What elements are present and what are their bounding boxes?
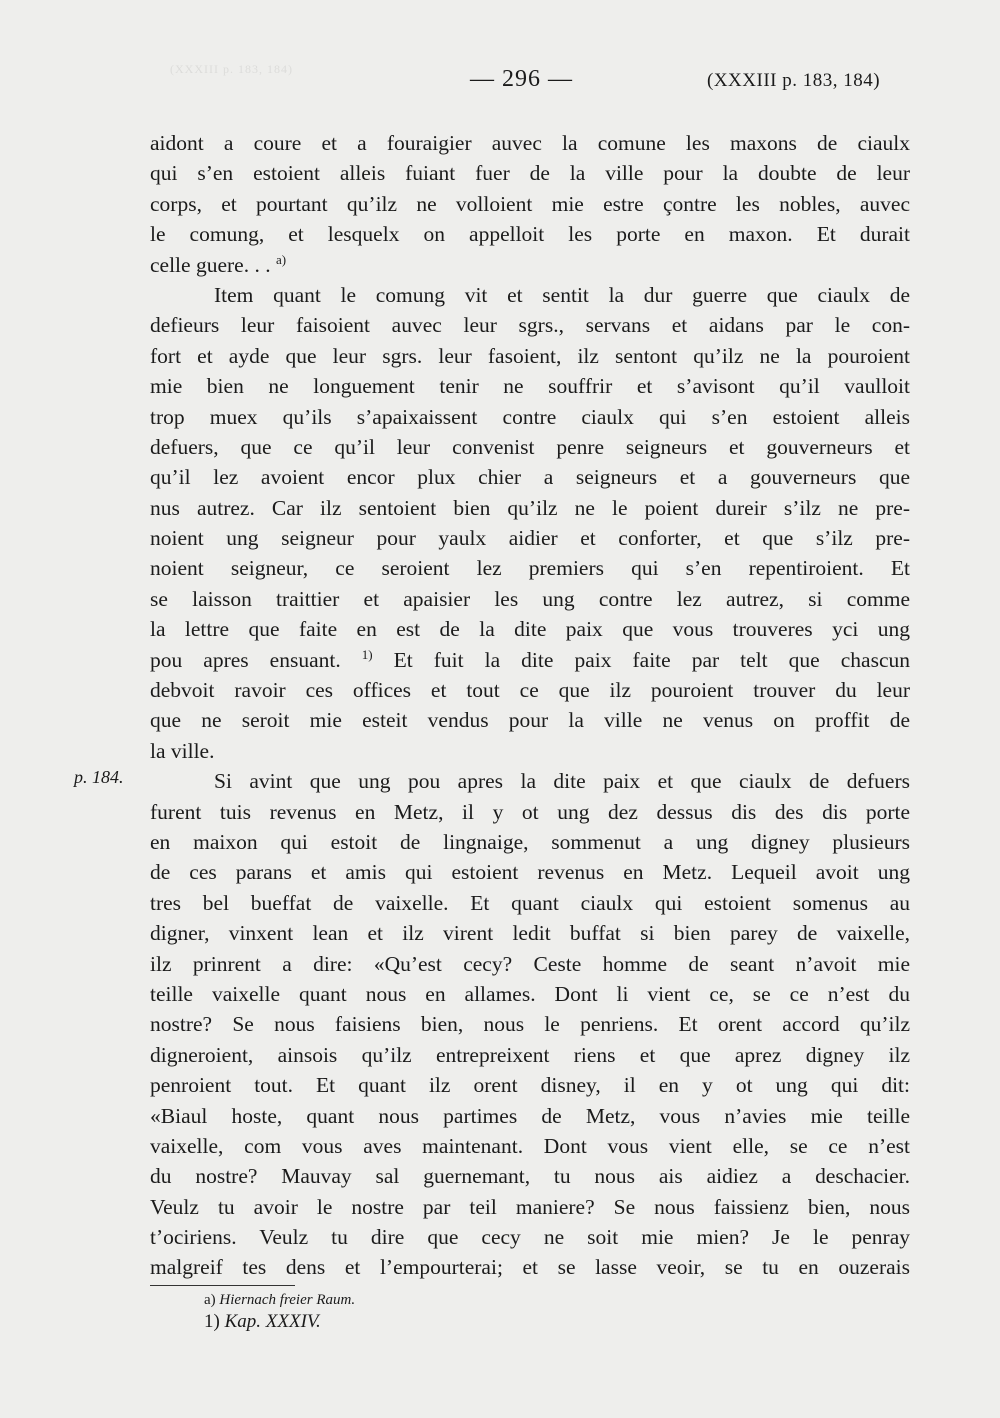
chapter-reference: (XXXIII p. 183, 184) bbox=[707, 70, 881, 91]
text-line-content: furent tuis revenus en Metz, il y ot ung dez dessus dis des dis porte bbox=[150, 799, 910, 824]
bleed-through-text: (XXXIII p. 183, 184) bbox=[170, 62, 293, 76]
text-line-content: du nostre? Mauvay sal guernemant, tu nous ais aidiez a deschacier. bbox=[150, 1164, 910, 1189]
text-line bbox=[150, 280, 910, 310]
footnote-1 bbox=[204, 1311, 321, 1333]
text-line bbox=[150, 584, 910, 614]
text-line-content: le comung, et lesquelx on appelloit les porte en maxon. Et durait bbox=[150, 222, 910, 247]
text-line-content: vaixelle, com vous aves maintenant. Dont vous vient elle, se ce n’est bbox=[150, 1133, 910, 1158]
text-line-content: en maixon qui estoit de lingnaige, sommenut a ung digney plusieurs bbox=[150, 829, 910, 854]
text-line-content: Veulz tu avoir le nostre par teil maniere? Se nous faissienz bien, nous bbox=[150, 1194, 910, 1219]
text-line bbox=[150, 979, 910, 1009]
text-line bbox=[150, 250, 910, 280]
text-line bbox=[150, 1040, 910, 1070]
text-line bbox=[150, 705, 910, 735]
text-line bbox=[150, 766, 910, 796]
text-line bbox=[150, 1192, 910, 1222]
text-line-content: defieurs leur faisoient auvec leur sgrs., servans et aidans par le con- bbox=[150, 313, 910, 338]
text-line bbox=[150, 736, 910, 766]
text-line-content: la ville. bbox=[150, 738, 215, 763]
margin-page-reference: p. 184. bbox=[74, 767, 124, 787]
text-line-content: «Biaul hoste, quant nous partimes de Metz, vous n’avies mie teille bbox=[150, 1103, 910, 1128]
text-line-content: malgreif tes dens et l’empourterai; et se lasse veoir, se tu en ouzerais bbox=[150, 1255, 910, 1280]
text-line bbox=[150, 1101, 910, 1131]
text-line bbox=[150, 827, 910, 857]
text-line-content: digneroient, ainsois qu’ilz entrepreixent riens et que aprez digney ilz bbox=[150, 1042, 910, 1067]
text-line bbox=[150, 949, 910, 979]
text-line bbox=[150, 1222, 910, 1252]
page-number: — 296 — bbox=[470, 66, 573, 92]
text-line bbox=[150, 523, 910, 553]
text-line bbox=[150, 645, 910, 675]
text-line bbox=[150, 371, 910, 401]
footnote-reference: 1) bbox=[361, 646, 373, 662]
text-line bbox=[150, 432, 910, 462]
page-header bbox=[0, 66, 1000, 96]
text-line-content: qu’il lez avoient encor plux chier a seigneurs et a gouverneurs que bbox=[150, 465, 910, 490]
text-line-content: debvoit ravoir ces offices et tout ce que ilz pouroient trouver du leur bbox=[150, 678, 910, 703]
text-line-content: se laisson traittier et apaisier les ung contre lez autrez, si comme bbox=[150, 586, 910, 611]
footnote-reference: a) bbox=[275, 251, 287, 267]
text-line bbox=[150, 341, 910, 371]
body-text bbox=[150, 128, 910, 1283]
footnote-text: Kap. XXXIV. bbox=[224, 1311, 321, 1332]
text-line-content: noient seigneur, ce seroient lez premiers qui s’en repentiroient. Et bbox=[150, 556, 910, 581]
text-line bbox=[150, 675, 910, 705]
text-line-content: penroient tout. Et quant ilz orent disney, il en y ot ung qui dit: bbox=[150, 1073, 910, 1098]
text-line-content: aidont a coure et a fouraigier auvec la comune les maxons de ciaulx bbox=[150, 131, 910, 155]
footnote-a bbox=[204, 1292, 355, 1309]
text-line-content: mie bien ne longuement tenir ne souffrir et s’avisont qu’il vaulloit bbox=[150, 374, 910, 399]
text-line bbox=[150, 158, 910, 188]
text-line bbox=[150, 310, 910, 340]
text-line-content: digner, vinxent lean et ilz virent ledit buffat si bien parey de vaixelle, bbox=[150, 921, 910, 946]
text-line bbox=[150, 857, 910, 887]
text-line bbox=[150, 493, 910, 523]
text-line-content: corps, et pourtant qu’ilz ne volloient mie estre çontre les nobles, auvec bbox=[150, 191, 910, 216]
text-line-content: pou apres ensuant. bbox=[150, 647, 362, 672]
footnote-rule bbox=[150, 1285, 295, 1286]
text-line-content: Item quant le comung vit et sentit la dur guerre que ciaulx de bbox=[214, 282, 910, 307]
text-line-content: defuers, que ce qu’il leur convenist penre seigneurs et gouverneurs et bbox=[150, 434, 910, 459]
text-line bbox=[150, 1161, 910, 1191]
text-line bbox=[150, 553, 910, 583]
footnote-mark: 1) bbox=[204, 1311, 220, 1332]
text-line-content: que ne seroit mie esteit vendus pour la ville ne venus on proffit de bbox=[150, 708, 910, 733]
text-line-content: fort et ayde que leur sgrs. leur fasoient, ilz sentont qu’ilz ne la pouroient bbox=[150, 343, 910, 368]
text-line-content: qui s’en estoient alleis fuiant fuer de la ville pour la doubte de leur bbox=[150, 161, 910, 186]
text-line-content: trop muex qu’ils s’apaixaissent contre ciaulx qui s’en estoient alleis bbox=[150, 404, 910, 429]
text-line-content: de ces parans et amis qui estoient revenus en Metz. Lequeil avoit ung bbox=[150, 860, 910, 885]
text-line-content: nostre? Se nous faisiens bien, nous le penriens. Et orent accord qu’ilz bbox=[150, 1012, 910, 1037]
text-line bbox=[150, 1131, 910, 1161]
text-line-content: tres bel bueffat de vaixelle. Et quant ciaulx qui estoient somenus au bbox=[150, 890, 910, 915]
text-line-content: Si avint que ung pou apres la dite paix et que ciaulx de defuers bbox=[214, 769, 910, 794]
text-line-content: celle guere. . . bbox=[150, 252, 276, 277]
text-line bbox=[150, 918, 910, 948]
text-line-content: nus autrez. Car ilz sentoient bien qu’ilz ne le poient dureir s’ilz ne pre- bbox=[150, 495, 910, 520]
text-line-continuation: Et fuit la dite paix faite par telt que chascun bbox=[372, 647, 910, 672]
text-line bbox=[150, 797, 910, 827]
text-line bbox=[150, 219, 910, 249]
text-line bbox=[150, 189, 910, 219]
text-line-content: teille vaixelle quant nous en allames. Dont li vient ce, se ce n’est du bbox=[150, 981, 910, 1006]
footnote-mark: a) bbox=[204, 1292, 216, 1308]
text-line bbox=[150, 462, 910, 492]
footnote-text: Hiernach freier Raum. bbox=[219, 1292, 356, 1308]
text-line bbox=[150, 402, 910, 432]
text-line bbox=[150, 1009, 910, 1039]
text-line-content: la lettre que faite en est de la dite paix que vous trouveres yci ung bbox=[150, 617, 910, 642]
text-line bbox=[150, 128, 910, 158]
text-line-content: ilz prinrent a dire: «Qu’est cecy? Ceste homme de seant n’avoit mie bbox=[150, 951, 910, 976]
text-line bbox=[150, 888, 910, 918]
text-line-content: t’ociriens. Veulz tu dire que cecy ne soit mie mien? Je le penray bbox=[150, 1225, 910, 1250]
text-line bbox=[150, 1252, 910, 1282]
text-line bbox=[150, 1070, 910, 1100]
text-line bbox=[150, 614, 910, 644]
text-line-content: noient ung seigneur pour yaulx aidier et conforter, et que s’ilz pre- bbox=[150, 526, 910, 551]
